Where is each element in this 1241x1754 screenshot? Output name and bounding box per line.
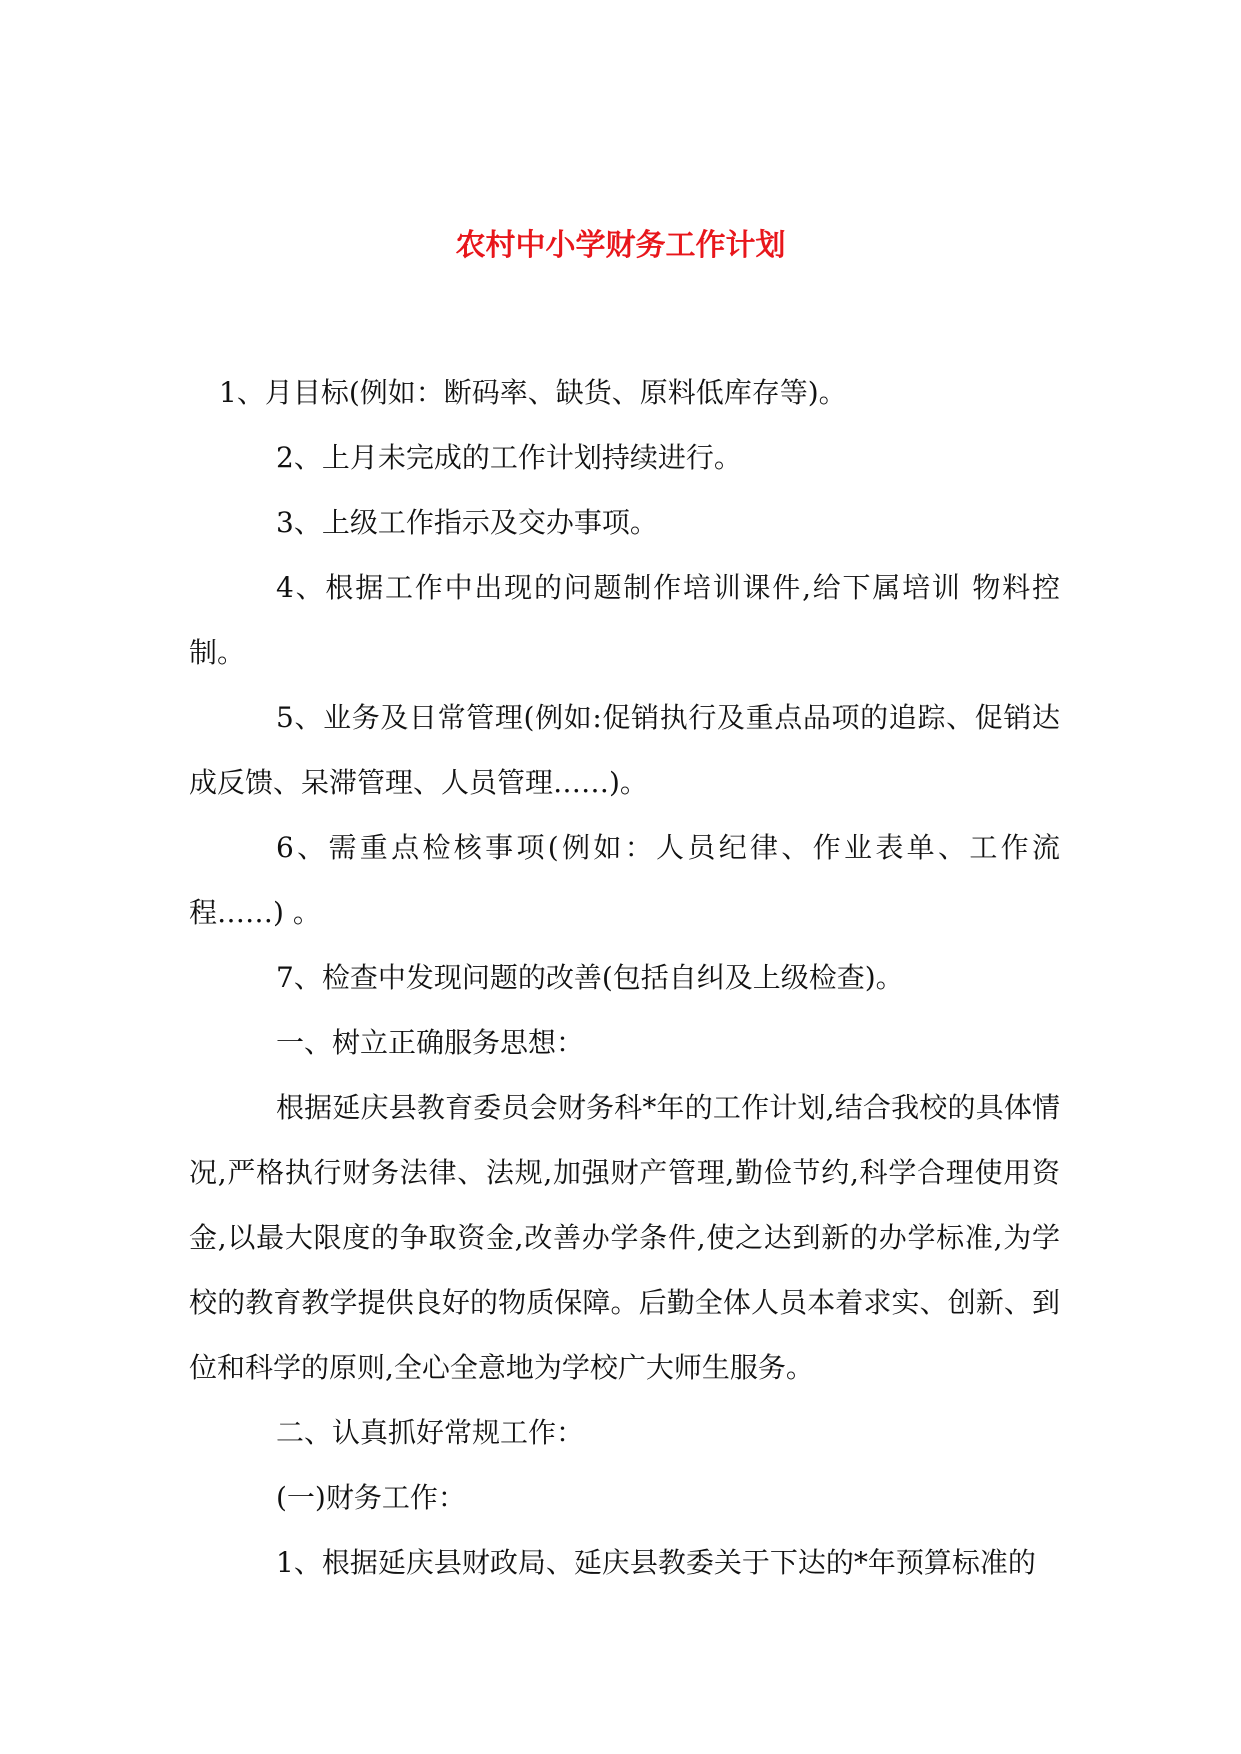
subsection-heading-finance: (一)财务工作： — [276, 1481, 466, 1514]
paragraph-3: 3、上级工作指示及交办事项。 — [276, 506, 658, 539]
paragraph-1: 1、月目标(例如：断码率、缺货、原料低库存等)。 — [219, 376, 847, 409]
document-body — [189, 360, 1060, 1595]
section-heading-2: 二、认真抓好常规工作： — [276, 1416, 585, 1449]
paragraph-7: 7、检查中发现问题的改善(包括自纠及上级检查)。 — [276, 961, 904, 994]
paragraph-4: 4、根据工作中出现的问题制作培训课件,给下属培训 物料控制。 — [189, 571, 1060, 669]
paragraph-5: 5、业务及日常管理(例如:促销执行及重点品项的追踪、促销达成反馈、呆滞管理、人员管理……)。 — [189, 701, 1060, 799]
paragraph-2: 2、上月未完成的工作计划持续进行。 — [276, 441, 742, 474]
paragraph-service-thought: 根据延庆县教育委员会财务科*年的工作计划,结合我校的具体情况,严格执行财务法律、法规,加强财产管理,勤俭节约,科学合理使用资金,以最大限度的争取资金,改善办学条件,使之达到新的办学标准,为学校的教育教学提供良好的物质保障。后勤全体人员本着求实、创新、到位和科学的原则,全心全意地为学校广大师生服务。 — [189, 1091, 1060, 1384]
paragraph-6: 6、需重点检核事项(例如：人员纪律、作业表单、工作流程……) 。 — [189, 831, 1060, 929]
paragraph-finance-1: 1、根据延庆县财政局、延庆县教委关于下达的*年预算标准的 — [276, 1546, 1036, 1579]
document-title: 农村中小学财务工作计划 — [455, 228, 786, 263]
section-heading-1: 一、树立正确服务思想： — [276, 1026, 585, 1059]
